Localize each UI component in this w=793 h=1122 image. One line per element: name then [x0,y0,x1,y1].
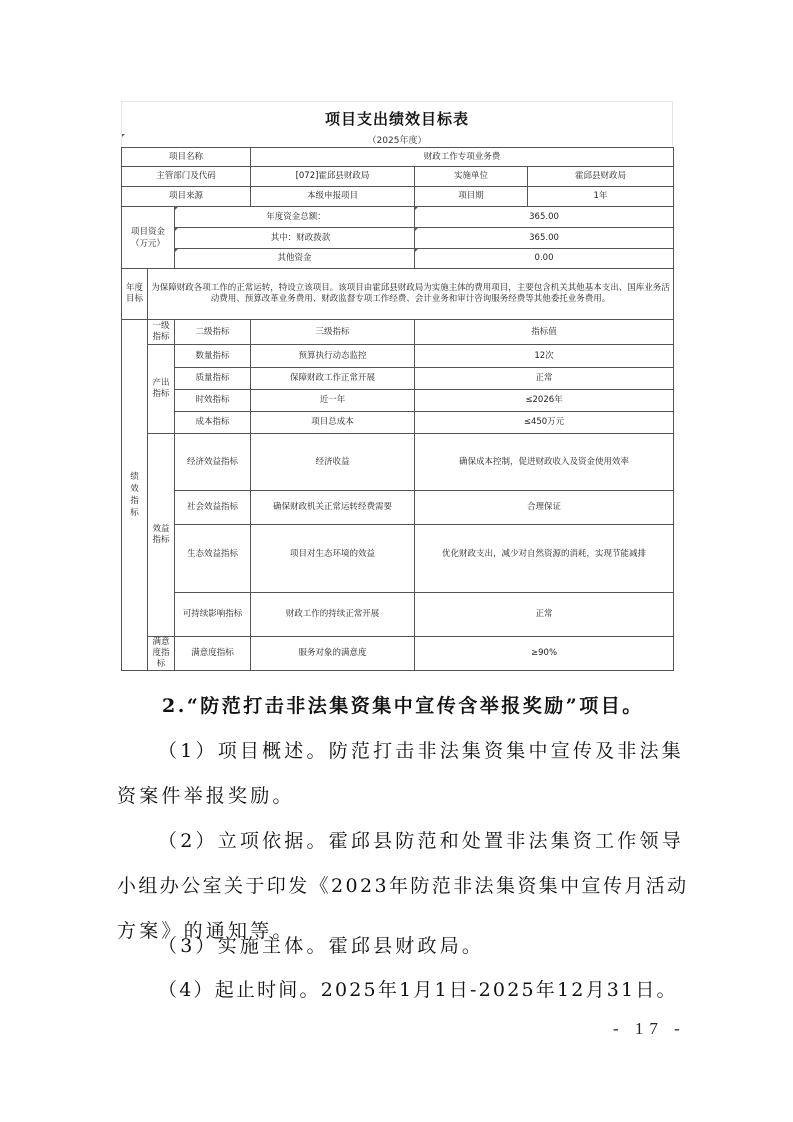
funds-total-label: 年度资金总额： [175,207,415,228]
period-value: 1年 [528,187,674,207]
paragraph-basis-line2: 小组办公室关于印发《2023年防范非法集资集中宣传月活动 [117,875,689,897]
paragraph-period: （4）起止时间。2025年1月1日-2025年12月31日。 [158,979,678,1001]
performance-target-table [121,101,673,671]
source-value: 本级申报项目 [251,187,415,207]
cell-marker-icon [122,134,125,137]
cell-marker-icon [415,207,418,210]
benefit-level2: 生态效益指标 [175,525,251,593]
table-row [122,637,674,671]
satisfaction-level2: 满意度指标 [175,637,251,671]
table-row [122,167,674,187]
table-row [122,368,674,390]
table-row [122,593,674,637]
table-row [122,187,674,207]
output-level3: 项目总成本 [251,412,415,434]
cell-marker-icon [175,228,178,231]
output-level2: 成本指标 [175,412,251,434]
dept-value: [072]霍邱县财政局 [251,167,415,187]
satisfaction-label: 满意度指标 [148,637,175,671]
output-level3: 近一年 [251,390,415,412]
output-value: 正常 [415,368,674,390]
dept-label: 主管部门及代码 [122,167,251,187]
funds-other-value: 0.00 [415,249,674,269]
output-level2: 时效指标 [175,390,251,412]
paragraph-entity: （3）实施主体。霍邱县财政局。 [158,935,485,957]
impl-unit-label: 实施单位 [415,167,528,187]
output-value: ≤2026年 [415,390,674,412]
benefit-value: 合理保证 [415,491,674,525]
funds-other-label: 其他资金 [175,249,415,269]
paragraph-basis-line3: 方案》的通知等。 [117,920,295,942]
benefit-level2: 社会效益指标 [175,491,251,525]
benefit-level2: 可持续影响指标 [175,593,251,637]
period-label: 项目期 [415,187,528,207]
output-level3: 保障财政工作正常开展 [251,368,415,390]
output-label: 产出指标 [148,345,175,434]
benefit-level3: 项目对生态环境的效益 [251,525,415,593]
table-row [122,525,674,593]
table-row [122,207,674,228]
output-value: 12次 [415,345,674,368]
benefit-level2: 经济效益指标 [175,434,251,491]
impl-unit-value: 霍邱县财政局 [528,167,674,187]
cell-marker-icon [175,207,178,210]
benefit-level3: 财政工作的持续正常开展 [251,593,415,637]
table-row [122,269,674,320]
output-level3: 预算执行动态监控 [251,345,415,368]
output-level2: 质量指标 [175,368,251,390]
table-row [122,434,674,491]
paragraph-overview-line2: 资案件举报奖励。 [117,785,295,807]
table-row [122,491,674,525]
source-label: 项目来源 [122,187,251,207]
header-value: 指标值 [415,320,674,345]
output-level2: 数量指标 [175,345,251,368]
paragraph-overview-line1: （1）项目概述。防范打击非法集资集中宣传及非法集 [158,740,684,762]
paragraph-basis-line1: （2）立项依据。霍邱县防范和处置非法集资工作领导 [158,830,684,852]
page-number: - 17 - [613,1019,686,1038]
indicators-group-label: 绩效指标 [122,320,148,671]
table-row [122,320,674,345]
funds-total-value: 365.00 [415,207,674,228]
project-name-label: 项目名称 [122,148,251,167]
header-level2: 二级指标 [175,320,251,345]
table-row [122,390,674,412]
section-heading: 2.“防范打击非法集资集中宣传含举报奖励”项目。 [162,695,644,717]
satisfaction-value: ≥90% [415,637,674,671]
project-name-value: 财政工作专项业务费 [251,148,674,167]
benefit-value: 正常 [415,593,674,637]
table-row [122,412,674,434]
table-row [122,228,674,249]
benefit-level3: 经济收益 [251,434,415,491]
header-level1: 一级指标 [148,320,175,345]
table-grid [121,147,674,671]
benefit-value: 优化财政支出，减少对自然资源的消耗，实现节能减排 [415,525,674,593]
table-row [122,249,674,269]
cell-marker-icon [175,249,178,252]
table-title: 项目支出绩效目标表 [121,101,673,136]
funds-fiscal-value: 365.00 [415,228,674,249]
annual-goal-value: 为保障财政各项工作的正常运转，特设立该项目。该项目由霍邱县财政局为实施主体的费用项目，主要包含机关其他基本支出、国库业务活动费用、预算改革业务费用、财政监督专项工作经费、会计业务和审计咨询服务经费等其他委托业务费用。 [148,269,674,320]
output-value: ≤450万元 [415,412,674,434]
table-row [122,148,674,167]
benefit-label: 效益指标 [148,434,175,637]
funds-label: 项目资金（万元） [122,207,175,269]
satisfaction-level3: 服务对象的满意度 [251,637,415,671]
cell-marker-icon [415,249,418,252]
table-row [122,345,674,368]
annual-goal-label: 年度目标 [122,269,148,320]
benefit-level3: 确保财政机关正常运转经费需要 [251,491,415,525]
table-subtitle [121,136,673,147]
funds-fiscal-label: 其中：财政拨款 [175,228,415,249]
benefit-value: 确保成本控制，促进财政收入及资金使用效率 [415,434,674,491]
cell-marker-icon [415,228,418,231]
table-year: （2025年度） [367,136,427,146]
header-level3: 三级指标 [251,320,415,345]
